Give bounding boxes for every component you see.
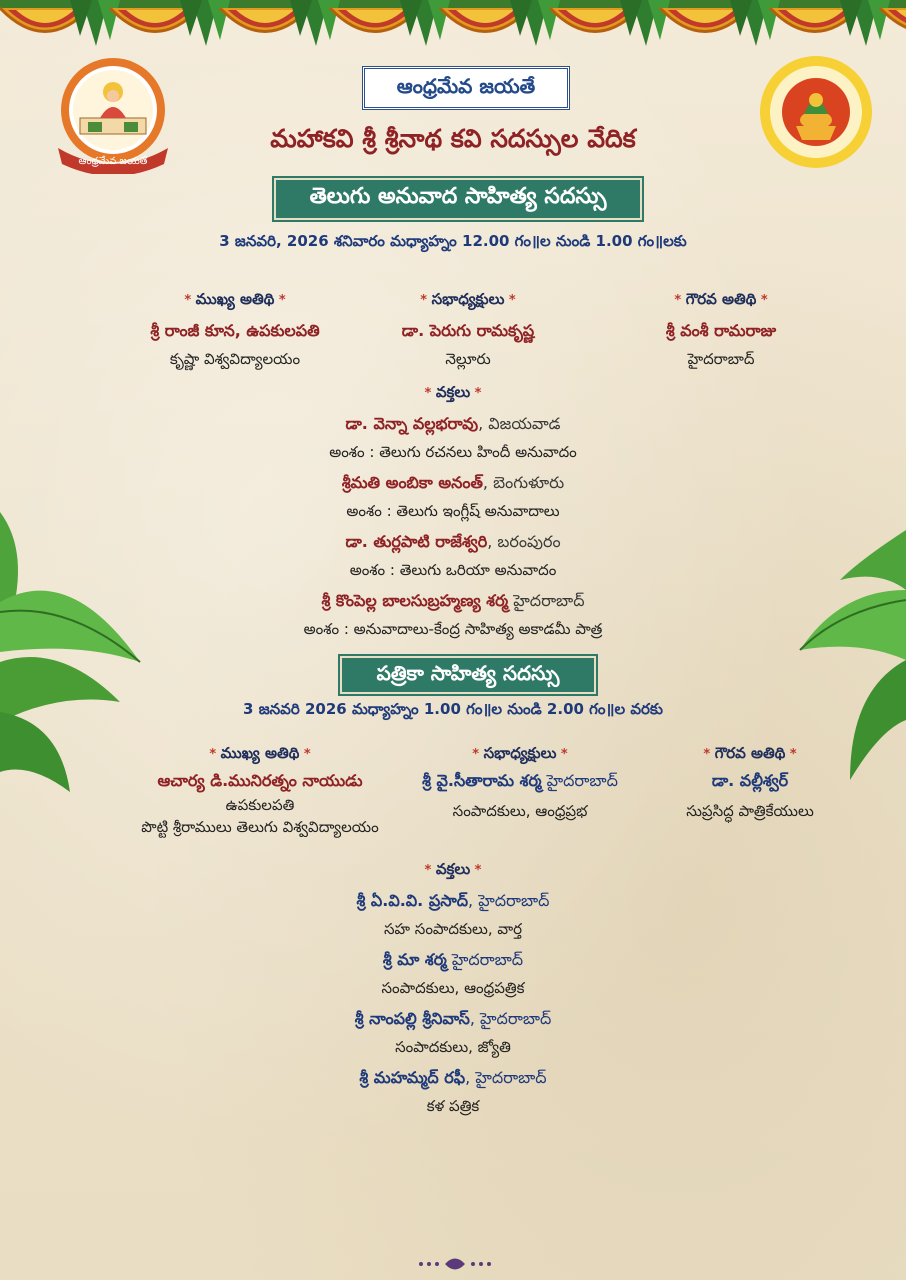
speaker-topic: అంశం : తెలుగు రచనలు హిందీ అనువాదం bbox=[329, 443, 577, 461]
role-label: గౌరవ అతిథి bbox=[685, 290, 757, 308]
role-label: ముఖ్య అతిథి bbox=[220, 744, 300, 762]
speaker-name: శ్రీ ఏ.వి.వి. ప్రసాద్, హైదరాబాద్ bbox=[356, 890, 550, 910]
speaker-name: డా. తుర్లపాటి రాజేశ్వరి, బరంపురం bbox=[345, 531, 561, 551]
speaker-topic: సంపాదకులు, జ్యోతి bbox=[395, 1038, 511, 1056]
speaker-name: శ్రీమతి అంబికా అనంత్, బెంగుళూరు bbox=[341, 472, 565, 492]
person-name: శ్రీ వై.సీతారామ శర్మ హైదరాబాద్ bbox=[422, 771, 618, 790]
speaker-name: శ్రీ నాంపల్లి శ్రీనివాస్, హైదరాబాద్ bbox=[354, 1008, 552, 1028]
session1-title: తెలుగు అనువాద సాహిత్య సదస్సు bbox=[309, 184, 607, 209]
speaker-topic: సహ సంపాదకులు, వార్త bbox=[384, 920, 522, 938]
person-name: ఆచార్య డి.మునిరత్నం నాయుడు bbox=[157, 771, 363, 790]
speaker-topic: అంశం : అనువాదాలు-కేంద్ర సాహిత్య అకాడమీ పాత్ర bbox=[303, 620, 603, 638]
person-detail: సుప్రసిద్ధ పాత్రికేయులు bbox=[686, 802, 814, 820]
role-label: సభాధ్యక్షులు bbox=[431, 290, 505, 308]
speakers-label: వక్తలు bbox=[435, 383, 471, 401]
role-label: గౌరవ అతిథి bbox=[714, 744, 786, 762]
session1-chief-guest: * ముఖ్య అతిథి * శ్రీ రాంజీ కూన, ఉపకులపతి కృష్ణా విశ్వవిద్యాలయం bbox=[100, 285, 370, 375]
session1-honorary-guest: * గౌరవ అతిథి * శ్రీ వంశీ రామరాజు హైదరాబాద్ bbox=[596, 285, 846, 375]
person-name: డా. పెరుగు రామకృష్ణ bbox=[401, 320, 535, 340]
page-title: మహాకవి శ్రీ శ్రీనాథ కవి సదస్సుల వేదిక bbox=[270, 124, 636, 153]
session2-honorary-guest: * గౌరవ అతిథి * డా. వల్లీశ్వర్ సుప్రసిద్ధ పాత్రికేయులు bbox=[650, 740, 850, 828]
motto-text: ఆంధ్రమేవ జయతే bbox=[396, 73, 536, 98]
speakers-label: వక్తలు bbox=[435, 860, 471, 878]
flower-garland-decoration bbox=[0, 0, 906, 60]
speaker-topic: కళ పత్రిక bbox=[426, 1097, 480, 1115]
session1-date: 3 జనవరి, 2026 శనివారం మధ్యాహ్నం 12.00 గం॥ల నుండి 1.00 గం॥లకు bbox=[219, 232, 687, 250]
footer-ornament bbox=[415, 1255, 495, 1273]
person-detail: నెల్లూరు bbox=[445, 350, 491, 368]
speaker-name: డా. వెన్నా వల్లభరావు, విజయవాడ bbox=[345, 413, 561, 433]
session2-date: 3 జనవరి 2026 మధ్యాహ్నం 1.00 గం॥ల నుండి 2.00 గం॥ల వరకు bbox=[243, 700, 663, 718]
person-detail: ఉపకులపతి bbox=[225, 796, 295, 814]
speaker-topic: అంశం : తెలుగు ఒరియా అనువాదం bbox=[349, 561, 557, 579]
session2-speakers: * వక్తలు * శ్రీ ఏ.వి.వి. ప్రసాద్, హైదరాబాద్ సహ సంపాదకులు, వార్త శ్రీ మా శర్మ హైదరాబాద్ సంపాదకులు, ఆంధ్రపత్రిక శ్రీ నాంపల్లి శ్రీనివాస్, హైదరాబాద్ సంపాదకులు, జ్యోతి శ్రీ మహమ్మద్ రఫీ, హైదరాబాద్ కళ పత్రిక bbox=[0, 855, 906, 1122]
speaker-topic: అంశం : తెలుగు ఇంగ్లీష్ అనువాదాలు bbox=[346, 502, 560, 520]
speaker-name: శ్రీ కొంపెల్ల బాలసుబ్రహ్మణ్య శర్మ హైదరాబాద్ bbox=[321, 590, 585, 610]
session2-president: * సభాధ్యక్షులు * శ్రీ వై.సీతారామ శర్మ హైదరాబాద్ సంపాదకులు, ఆంధ్రప్రభ bbox=[390, 740, 650, 828]
speaker-name: శ్రీ మా శర్మ హైదరాబాద్ bbox=[382, 949, 524, 969]
person-name: శ్రీ రాంజీ కూన, ఉపకులపతి bbox=[150, 320, 320, 340]
session1-ribbon bbox=[274, 178, 642, 220]
person-name: శ్రీ వంశీ రామరాజు bbox=[665, 320, 777, 340]
person-detail: కృష్ణా విశ్వవిద్యాలయం bbox=[169, 350, 301, 368]
role-label: ముఖ్య అతిథి bbox=[195, 290, 275, 308]
speaker-topic: సంపాదకులు, ఆంధ్రపత్రిక bbox=[381, 979, 525, 997]
session2-ribbon bbox=[340, 656, 596, 694]
person-detail: సంపాదకులు, ఆంధ్రప్రభ bbox=[452, 802, 588, 820]
person-detail: హైదరాబాద్ bbox=[687, 350, 755, 368]
session2-title: పత్రికా సాహిత్య సదస్సు bbox=[376, 660, 560, 685]
session2-chief-guest: * ముఖ్య అతిథి * ఆచార్య డి.మునిరత్నం నాయుడు ఉపకులపతి పొట్టి శ్రీరాములు తెలుగు విశ్వవిద్యాలయం bbox=[110, 740, 410, 838]
svg-text:ఆంధ్రమేవ జయతే: ఆంధ్రమేవ జయతే bbox=[78, 156, 148, 167]
person-name: డా. వల్లీశ్వర్ bbox=[711, 771, 789, 790]
person-detail: పొట్టి శ్రీరాములు తెలుగు విశ్వవిద్యాలయం bbox=[141, 818, 379, 836]
speaker-name: శ్రీ మహమ్మద్ రఫీ, హైదరాబాద్ bbox=[359, 1067, 547, 1087]
session1-president: * సభాధ్యక్షులు * డా. పెరుగు రామకృష్ణ నెల్లూరు bbox=[340, 285, 596, 375]
role-label: సభాధ్యక్షులు bbox=[483, 744, 557, 762]
session1-speakers: * వక్తలు * డా. వెన్నా వల్లభరావు, విజయవాడ అంశం : తెలుగు రచనలు హిందీ అనువాదం శ్రీమతి అంబికా అనంత్, బెంగుళూరు అంశం : తెలుగు ఇంగ్లీష్ అనువాదాలు డా. తుర్లపాటి రాజేశ్వరి, బరంపురం అంశం : తెలుగు ఒరియా అనువాదం శ్రీ కొంపెల్ల బాలసుబ్రహ్మణ్య శర్మ హైదరాబాద్ అంశం : అనువాదాలు-కేంద్ర సాహిత్య అకాడమీ పాత్ర bbox=[0, 378, 906, 645]
motto-badge bbox=[362, 66, 570, 110]
